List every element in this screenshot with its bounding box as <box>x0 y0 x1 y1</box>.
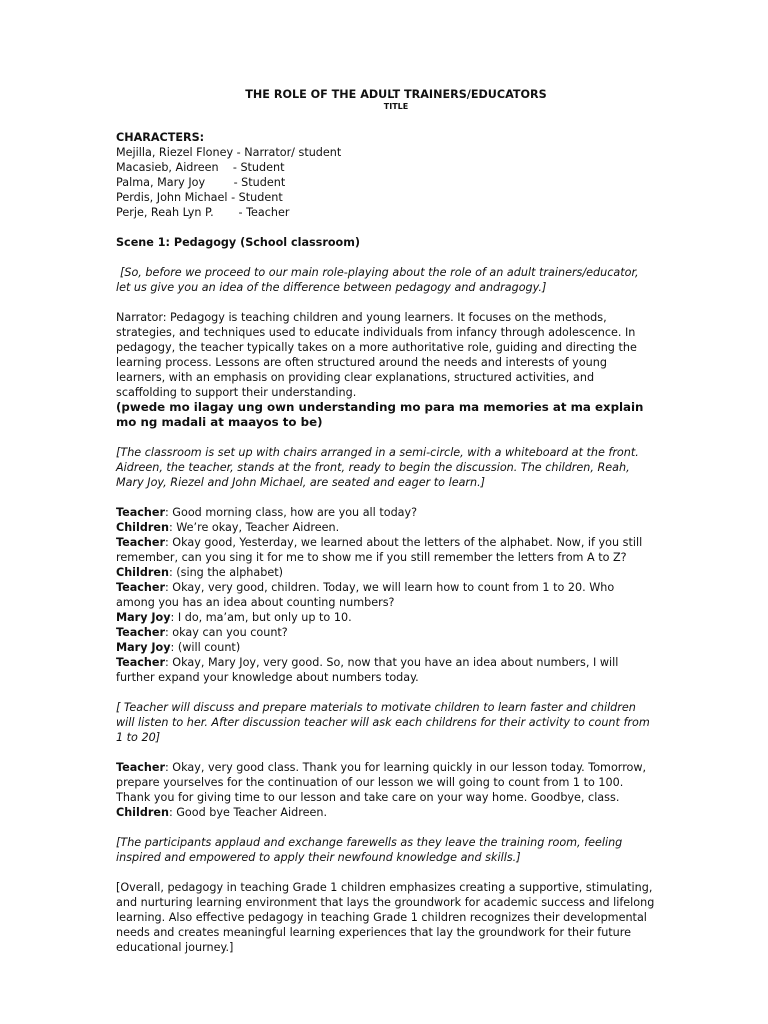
document-title: THE ROLE OF THE ADULT TRAINERS/EDUCATORS <box>245 88 547 101</box>
character-line: Perdis, John Michael - Student <box>116 191 283 204</box>
characters-heading: CHARACTERS: <box>116 131 205 144</box>
character-line: Palma, Mary Joy - Student <box>116 176 286 189</box>
dialogue-text: : okay can you count? <box>164 626 288 639</box>
speaker-name: Children <box>116 566 169 579</box>
document-subtitle: TITLE <box>383 102 409 111</box>
speaker-name: Teacher <box>116 581 165 594</box>
intro-note: [So, before we proceed to our main role-playing about the role of an adult trainers/educator, let us give you an idea of the difference between pedagogy and andragogy.] <box>116 266 639 294</box>
dialogue-text: : Good morning class, how are you all today? <box>164 506 418 519</box>
speaker-name: Mary Joy <box>116 641 171 654</box>
narrator-paragraph: Narrator: Pedagogy is teaching children and young learners. It focuses on the methods, strategies, and techniques used to educate individuals from infancy through adolescence. In pedagogy, the teacher typically takes on a more authoritative role, guiding and directing the learning process. Lessons are often structured around the needs and interests of young learners, with an emphasis on providing clear explanations, structured activities, and scaffolding to support their understanding. <box>116 311 637 399</box>
dialogue-line <box>116 565 656 580</box>
speaker-name: Children <box>116 521 169 534</box>
dialogue-text: : Okay, very good class. Thank you for learning quickly in our lesson today. Tomorrow, prepare yourselves for the continuation of our lesson we will going to count from 1 to 100. Thank you for giving time to our lesson and take care on your way home. Goodbye, class. <box>116 761 647 804</box>
dialogue-line <box>116 535 656 565</box>
characters-list <box>116 145 656 220</box>
dialogue-line <box>116 580 656 610</box>
dialogue-line <box>116 760 656 805</box>
dialogue-text: : We’re okay, Teacher Aidreen. <box>168 521 340 534</box>
dialogue-line <box>116 505 656 520</box>
dialogue-text: : Okay, very good, children. Today, we will learn how to count from 1 to 20. Who among you has an idea about counting numbers? <box>116 581 615 609</box>
dialogue-text: : I do, ma’am, but only up to 10. <box>170 611 352 624</box>
dialogue-text: : Okay, Mary Joy, very good. So, now that you have an idea about numbers, I will further expand your knowledge about numbers today. <box>116 656 619 684</box>
bold-note: (pwede mo ilagay ung own understanding mo para ma memories at ma explain mo ng madali at maayos to be) <box>116 400 644 429</box>
dialogue-block-1 <box>116 505 656 685</box>
scene-heading: Scene 1: Pedagogy (School classroom) <box>116 236 360 249</box>
speaker-name: Teacher <box>116 761 165 774</box>
dialogue-text: : Okay good, Yesterday, we learned about the letters of the alphabet. Now, if you still remember, can you sing it for me to show me if you still remember the letters from A to Z? <box>116 536 643 564</box>
farewell-note: [The participants applaud and exchange farewells as they leave the training room, feeling inspired and empowered to apply their newfound knowledge and skills.] <box>116 836 623 864</box>
dialogue-line <box>116 805 656 820</box>
document-page <box>116 88 656 955</box>
dialogue-text: : Good bye Teacher Aidreen. <box>168 806 328 819</box>
speaker-name: Children <box>116 806 169 819</box>
character-line: Macasieb, Aidreen - Student <box>116 161 285 174</box>
overall-note: [Overall, pedagogy in teaching Grade 1 children emphasizes creating a supportive, stimulating, and nurturing learning environment that lays the groundwork for academic success and lifelong learning. Also effective pedagogy in teaching Grade 1 children recognizes their developmental needs and creates meaningful learning experiences that lay the groundwork for their future educational journey.] <box>116 881 655 954</box>
character-line: Perje, Reah Lyn P. - Teacher <box>116 206 290 219</box>
discussion-note: [ Teacher will discuss and prepare materials to motivate children to learn faster and children will listen to her. After discussion teacher will ask each childrens for their activity to count from 1 to 20] <box>116 701 650 744</box>
dialogue-text: : (will count) <box>170 641 241 654</box>
speaker-name: Teacher <box>116 506 165 519</box>
dialogue-line <box>116 520 656 535</box>
dialogue-line <box>116 610 656 625</box>
character-line: Mejilla, Riezel Floney - Narrator/ student <box>116 146 342 159</box>
dialogue-text: : (sing the alphabet) <box>168 566 283 579</box>
dialogue-line <box>116 655 656 685</box>
dialogue-block-2 <box>116 760 656 820</box>
speaker-name: Teacher <box>116 536 165 549</box>
speaker-name: Mary Joy <box>116 611 171 624</box>
speaker-name: Teacher <box>116 656 165 669</box>
dialogue-line <box>116 640 656 655</box>
dialogue-line <box>116 625 656 640</box>
speaker-name: Teacher <box>116 626 165 639</box>
setting-note: [The classroom is set up with chairs arranged in a semi-circle, with a whiteboard at the front. Aidreen, the teacher, stands at the front, ready to begin the discussion. The children, Reah, Mary Joy, Riezel and John Michael, are seated and eager to learn.] <box>116 446 639 489</box>
